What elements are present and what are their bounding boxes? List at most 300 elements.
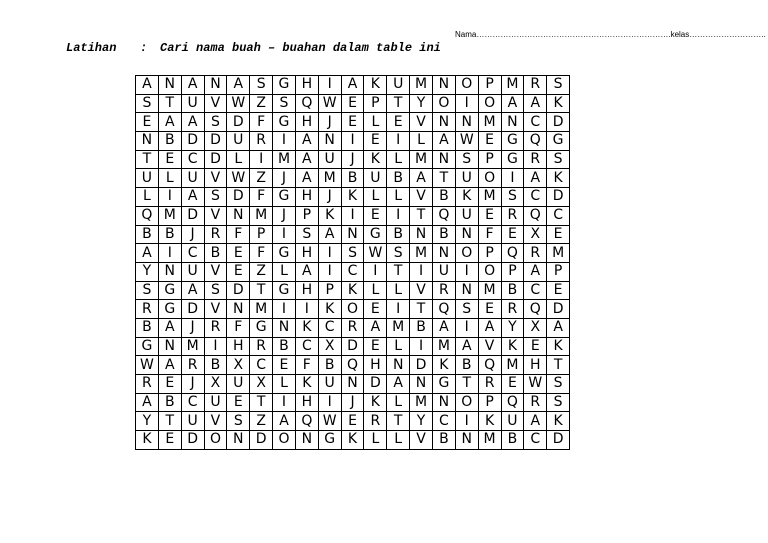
grid-row — [136, 188, 570, 207]
grid-cell: P — [250, 225, 273, 244]
grid-row — [136, 206, 570, 225]
grid-cell: M — [410, 76, 433, 95]
grid-cell: P — [547, 262, 570, 281]
name-class-line: Nama……………………………………………………………….kelas……………………….. — [455, 30, 766, 39]
grid-cell: Q — [501, 244, 524, 263]
grid-cell: M — [181, 337, 204, 356]
grid-cell: B — [273, 337, 296, 356]
grid-cell: R — [364, 412, 387, 431]
grid-cell: U — [204, 393, 227, 412]
grid-cell: D — [250, 431, 273, 450]
grid-cell: U — [181, 262, 204, 281]
grid-cell: K — [295, 375, 318, 394]
grid-cell: C — [318, 318, 341, 337]
grid-cell: A — [136, 244, 159, 263]
grid-cell: A — [547, 318, 570, 337]
grid-row — [136, 244, 570, 263]
grid-row — [136, 150, 570, 169]
grid-cell: I — [204, 337, 227, 356]
grid-cell: B — [432, 188, 455, 207]
grid-cell: I — [273, 225, 296, 244]
grid-cell: A — [432, 132, 455, 151]
grid-cell: B — [341, 169, 364, 188]
grid-cell: L — [364, 281, 387, 300]
grid-cell: V — [204, 94, 227, 113]
grid-cell: K — [364, 393, 387, 412]
grid-cell: M — [478, 281, 501, 300]
grid-cell: G — [432, 375, 455, 394]
grid-cell: L — [364, 431, 387, 450]
grid-cell: N — [158, 262, 181, 281]
grid-cell: N — [432, 113, 455, 132]
grid-cell: S — [227, 412, 250, 431]
grid-cell: O — [478, 169, 501, 188]
grid-cell: V — [410, 188, 433, 207]
grid-cell: K — [432, 356, 455, 375]
grid-cell: H — [295, 244, 318, 263]
grid-cell: A — [318, 225, 341, 244]
grid-cell: V — [410, 431, 433, 450]
grid-cell: R — [204, 318, 227, 337]
grid-cell: F — [250, 188, 273, 207]
grid-cell: N — [136, 132, 159, 151]
grid-cell: X — [524, 225, 547, 244]
grid-cell: N — [455, 281, 478, 300]
grid-cell: L — [136, 188, 159, 207]
grid-cell: Y — [410, 412, 433, 431]
grid-cell: T — [455, 375, 478, 394]
grid-cell: F — [250, 113, 273, 132]
grid-cell: T — [410, 300, 433, 319]
grid-cell: P — [478, 244, 501, 263]
grid-cell: U — [455, 169, 478, 188]
grid-cell: E — [136, 113, 159, 132]
grid-cell: J — [181, 318, 204, 337]
grid-cell: C — [524, 281, 547, 300]
grid-cell: U — [227, 375, 250, 394]
exercise-separator: : — [140, 41, 148, 55]
grid-cell: D — [227, 188, 250, 207]
grid-cell: V — [204, 412, 227, 431]
grid-cell: A — [387, 375, 410, 394]
grid-cell: A — [341, 76, 364, 95]
grid-cell: J — [181, 225, 204, 244]
grid-cell: T — [250, 281, 273, 300]
grid-cell: D — [227, 281, 250, 300]
grid-cell: A — [158, 356, 181, 375]
grid-cell: E — [364, 300, 387, 319]
grid-cell: P — [501, 262, 524, 281]
grid-cell: O — [341, 300, 364, 319]
grid-cell: L — [158, 169, 181, 188]
grid-cell: E — [341, 94, 364, 113]
grid-row — [136, 337, 570, 356]
grid-cell: N — [341, 375, 364, 394]
grid-cell: R — [524, 150, 547, 169]
grid-cell: L — [364, 188, 387, 207]
grid-cell: E — [478, 132, 501, 151]
grid-cell: A — [295, 169, 318, 188]
grid-cell: R — [136, 300, 159, 319]
grid-cell: Q — [524, 132, 547, 151]
grid-cell: L — [387, 188, 410, 207]
grid-cell: P — [295, 206, 318, 225]
grid-cell: N — [387, 356, 410, 375]
grid-cell: I — [158, 188, 181, 207]
grid-cell: N — [455, 225, 478, 244]
grid-cell: M — [478, 188, 501, 207]
grid-cell: N — [341, 225, 364, 244]
grid-cell: R — [204, 225, 227, 244]
grid-cell: T — [158, 94, 181, 113]
grid-cell: A — [364, 318, 387, 337]
grid-cell: W — [318, 412, 341, 431]
grid-cell: I — [318, 393, 341, 412]
grid-cell: R — [501, 206, 524, 225]
grid-cell: R — [501, 300, 524, 319]
grid-cell: K — [341, 188, 364, 207]
grid-cell: K — [136, 431, 159, 450]
grid-cell: S — [455, 300, 478, 319]
grid-cell: E — [341, 412, 364, 431]
grid-cell: E — [501, 375, 524, 394]
grid-cell: G — [158, 300, 181, 319]
grid-cell: A — [524, 412, 547, 431]
grid-cell: P — [364, 94, 387, 113]
grid-cell: C — [524, 431, 547, 450]
grid-cell: R — [136, 375, 159, 394]
grid-cell: O — [455, 244, 478, 263]
grid-cell: M — [250, 300, 273, 319]
grid-cell: E — [547, 225, 570, 244]
grid-cell: K — [341, 281, 364, 300]
exercise-instruction: Cari nama buah – buahan dalam table ini — [160, 41, 441, 55]
grid-cell: E — [501, 225, 524, 244]
grid-cell: A — [181, 188, 204, 207]
grid-cell: G — [547, 132, 570, 151]
grid-cell: G — [501, 132, 524, 151]
grid-cell: I — [410, 337, 433, 356]
grid-cell: D — [204, 132, 227, 151]
grid-cell: O — [478, 262, 501, 281]
grid-cell: Q — [136, 206, 159, 225]
grid-cell: S — [387, 244, 410, 263]
grid-cell: I — [455, 262, 478, 281]
grid-cell: R — [524, 76, 547, 95]
grid-cell: N — [432, 150, 455, 169]
grid-cell: H — [227, 337, 250, 356]
exercise-header — [66, 41, 441, 55]
grid-cell: A — [181, 113, 204, 132]
grid-cell: W — [455, 132, 478, 151]
grid-cell: P — [478, 150, 501, 169]
grid-cell: A — [181, 76, 204, 95]
grid-cell: I — [273, 132, 296, 151]
grid-cell: N — [432, 76, 455, 95]
grid-cell: G — [136, 337, 159, 356]
grid-cell: L — [410, 132, 433, 151]
grid-cell: Q — [295, 94, 318, 113]
grid-cell: Q — [478, 356, 501, 375]
grid-cell: E — [387, 113, 410, 132]
grid-cell: B — [410, 318, 433, 337]
grid-cell: N — [295, 431, 318, 450]
grid-cell: S — [295, 225, 318, 244]
grid-cell: X — [204, 375, 227, 394]
grid-cell: M — [547, 244, 570, 263]
grid-cell: I — [455, 94, 478, 113]
grid-cell: I — [318, 262, 341, 281]
grid-row — [136, 76, 570, 95]
grid-cell: Y — [136, 412, 159, 431]
grid-cell: Q — [524, 206, 547, 225]
grid-cell: C — [524, 188, 547, 207]
grid-cell: G — [273, 113, 296, 132]
grid-cell: W — [364, 244, 387, 263]
grid-cell: U — [318, 375, 341, 394]
grid-cell: S — [273, 94, 296, 113]
grid-cell: H — [295, 281, 318, 300]
grid-cell: J — [273, 169, 296, 188]
grid-cell: X — [318, 337, 341, 356]
grid-cell: N — [227, 300, 250, 319]
grid-cell: Q — [341, 356, 364, 375]
grid-cell: I — [387, 300, 410, 319]
grid-cell: W — [227, 94, 250, 113]
grid-cell: S — [547, 76, 570, 95]
grid-cell: E — [158, 375, 181, 394]
grid-cell: K — [341, 431, 364, 450]
grid-cell: S — [501, 188, 524, 207]
grid-cell: E — [341, 113, 364, 132]
grid-cell: I — [455, 412, 478, 431]
grid-cell: E — [478, 206, 501, 225]
grid-cell: B — [432, 431, 455, 450]
grid-cell: F — [227, 225, 250, 244]
grid-cell: C — [547, 206, 570, 225]
grid-cell: D — [181, 206, 204, 225]
grid-cell: O — [455, 393, 478, 412]
grid-cell: V — [204, 262, 227, 281]
grid-cell: A — [295, 150, 318, 169]
grid-cell: L — [387, 150, 410, 169]
grid-cell: D — [547, 300, 570, 319]
grid-cell: Z — [250, 94, 273, 113]
grid-row — [136, 393, 570, 412]
grid-cell: M — [432, 337, 455, 356]
grid-cell: H — [524, 356, 547, 375]
grid-cell: B — [204, 244, 227, 263]
grid-cell: K — [547, 94, 570, 113]
grid-cell: I — [501, 169, 524, 188]
grid-cell: S — [547, 393, 570, 412]
grid-cell: N — [318, 132, 341, 151]
grid-cell: B — [432, 225, 455, 244]
grid-cell: I — [295, 300, 318, 319]
grid-cell: O — [204, 431, 227, 450]
grid-cell: J — [341, 150, 364, 169]
grid-cell: M — [410, 150, 433, 169]
grid-cell: Y — [410, 94, 433, 113]
grid-cell: U — [455, 206, 478, 225]
grid-cell: F — [295, 356, 318, 375]
grid-cell: Y — [136, 262, 159, 281]
grid-cell: D — [181, 431, 204, 450]
grid-row — [136, 356, 570, 375]
grid-cell: E — [227, 244, 250, 263]
grid-cell: G — [364, 225, 387, 244]
grid-cell: M — [478, 113, 501, 132]
grid-cell: P — [478, 76, 501, 95]
grid-row — [136, 225, 570, 244]
grid-cell: G — [318, 431, 341, 450]
grid-cell: I — [341, 132, 364, 151]
grid-cell: H — [295, 76, 318, 95]
grid-cell: R — [478, 375, 501, 394]
grid-cell: R — [341, 318, 364, 337]
grid-cell: D — [181, 300, 204, 319]
grid-cell: H — [364, 356, 387, 375]
grid-cell: A — [295, 262, 318, 281]
grid-cell: N — [227, 431, 250, 450]
grid-row — [136, 113, 570, 132]
grid-cell: K — [295, 318, 318, 337]
grid-cell: S — [204, 113, 227, 132]
grid-row — [136, 375, 570, 394]
grid-cell: Q — [524, 300, 547, 319]
exercise-label: Latihan — [66, 41, 117, 55]
grid-cell: E — [227, 262, 250, 281]
grid-cell: M — [478, 431, 501, 450]
grid-cell: I — [410, 262, 433, 281]
grid-cell: Q — [432, 300, 455, 319]
grid-cell: M — [250, 206, 273, 225]
grid-cell: R — [524, 244, 547, 263]
grid-cell: E — [547, 281, 570, 300]
grid-cell: S — [547, 375, 570, 394]
grid-cell: A — [524, 262, 547, 281]
grid-cell: E — [158, 150, 181, 169]
grid-cell: A — [455, 337, 478, 356]
grid-cell: G — [250, 318, 273, 337]
grid-cell: N — [410, 225, 433, 244]
grid-cell: C — [432, 412, 455, 431]
grid-cell: U — [181, 412, 204, 431]
grid-cell: M — [501, 76, 524, 95]
grid-cell: E — [478, 300, 501, 319]
grid-cell: K — [478, 412, 501, 431]
grid-cell: S — [136, 94, 159, 113]
grid-cell: K — [547, 169, 570, 188]
grid-cell: B — [158, 225, 181, 244]
grid-cell: D — [341, 337, 364, 356]
grid-cell: E — [364, 206, 387, 225]
grid-cell: V — [410, 281, 433, 300]
grid-cell: T — [432, 169, 455, 188]
grid-cell: M — [273, 150, 296, 169]
grid-cell: E — [227, 393, 250, 412]
grid-cell: T — [158, 412, 181, 431]
grid-cell: I — [318, 244, 341, 263]
grid-cell: T — [410, 206, 433, 225]
grid-cell: E — [524, 337, 547, 356]
grid-cell: X — [227, 356, 250, 375]
grid-cell: N — [455, 113, 478, 132]
grid-row — [136, 281, 570, 300]
grid-cell: A — [273, 412, 296, 431]
grid-cell: O — [478, 94, 501, 113]
grid-cell: C — [295, 337, 318, 356]
grid-cell: U — [136, 169, 159, 188]
grid-cell: K — [547, 337, 570, 356]
grid-cell: V — [204, 300, 227, 319]
grid-cell: U — [432, 262, 455, 281]
grid-cell: I — [273, 393, 296, 412]
grid-cell: S — [204, 188, 227, 207]
grid-cell: M — [318, 169, 341, 188]
grid-cell: A — [410, 169, 433, 188]
grid-cell: L — [387, 393, 410, 412]
grid-cell: V — [204, 169, 227, 188]
grid-cell: U — [387, 76, 410, 95]
grid-cell: A — [524, 169, 547, 188]
grid-cell: B — [501, 431, 524, 450]
grid-cell: B — [136, 225, 159, 244]
grid-cell: N — [158, 337, 181, 356]
grid-cell: G — [273, 244, 296, 263]
grid-cell: F — [227, 318, 250, 337]
grid-cell: R — [432, 281, 455, 300]
grid-row — [136, 169, 570, 188]
grid-cell: S — [136, 281, 159, 300]
grid-cell: I — [318, 76, 341, 95]
grid-cell: R — [181, 356, 204, 375]
grid-cell: C — [524, 113, 547, 132]
grid-cell: N — [204, 76, 227, 95]
grid-cell: H — [295, 188, 318, 207]
grid-row — [136, 262, 570, 281]
grid-cell: E — [364, 337, 387, 356]
grid-cell: V — [204, 206, 227, 225]
grid-cell: K — [501, 337, 524, 356]
grid-cell: C — [181, 150, 204, 169]
grid-cell: A — [181, 281, 204, 300]
grid-cell: J — [181, 375, 204, 394]
grid-cell: N — [410, 375, 433, 394]
grid-cell: Z — [250, 262, 273, 281]
grid-cell: G — [273, 188, 296, 207]
grid-cell: V — [478, 337, 501, 356]
grid-cell: T — [387, 262, 410, 281]
grid-cell: C — [250, 356, 273, 375]
grid-cell: R — [250, 337, 273, 356]
grid-cell: L — [387, 281, 410, 300]
grid-cell: S — [204, 281, 227, 300]
grid-cell: A — [501, 94, 524, 113]
grid-cell: M — [410, 393, 433, 412]
grid-cell: Q — [295, 412, 318, 431]
grid-cell: A — [478, 318, 501, 337]
grid-cell: C — [181, 244, 204, 263]
grid-cell: N — [455, 431, 478, 450]
grid-cell: D — [547, 188, 570, 207]
grid-cell: A — [158, 318, 181, 337]
grid-cell: E — [273, 356, 296, 375]
grid-cell: K — [547, 412, 570, 431]
grid-cell: O — [455, 76, 478, 95]
grid-row — [136, 318, 570, 337]
grid-cell: Z — [250, 412, 273, 431]
